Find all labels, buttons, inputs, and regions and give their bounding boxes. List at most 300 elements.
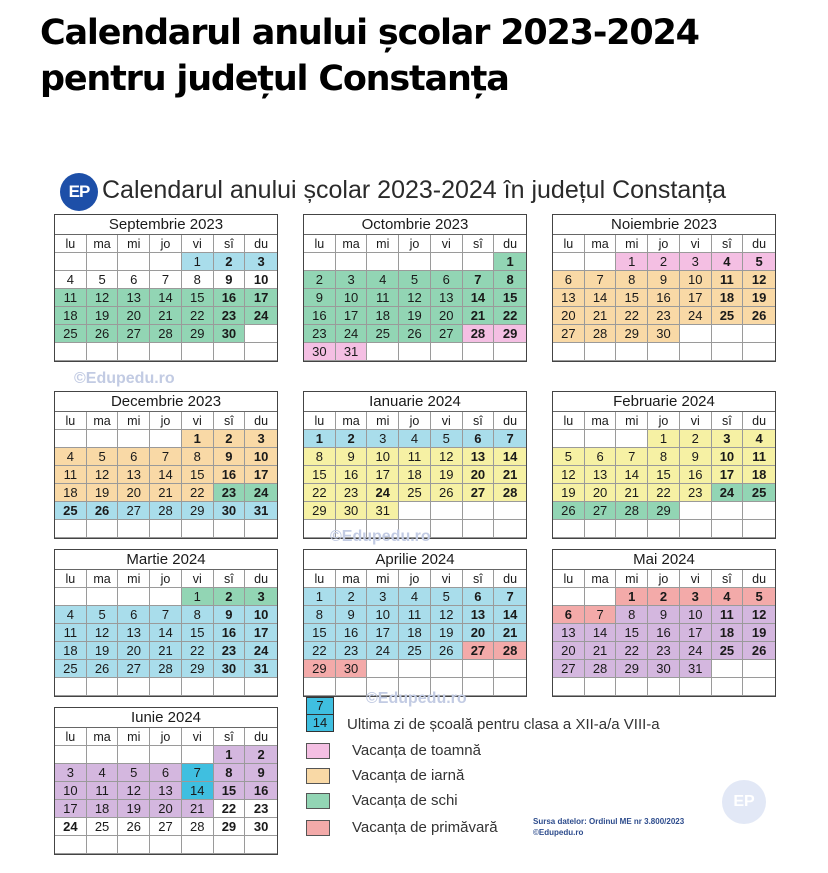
page-headline	[40, 10, 699, 102]
day-cell: 5	[431, 430, 463, 448]
month-title: Ianuarie 2024	[304, 392, 526, 412]
weekday-header: du	[743, 570, 775, 588]
day-cell: 18	[399, 624, 431, 642]
watermark-text: ©Edupedu.ro	[366, 690, 467, 707]
day-cell: 1	[182, 588, 214, 606]
day-cell: 24	[245, 484, 277, 502]
empty-cell	[431, 660, 463, 678]
weekday-header: vi	[431, 235, 463, 253]
day-cell: 10	[367, 448, 399, 466]
day-cell: 14	[182, 782, 214, 800]
weekday-header: vi	[182, 728, 214, 746]
day-cell: 15	[616, 289, 648, 307]
empty-cell	[743, 325, 775, 343]
month-title: Aprilie 2024	[304, 550, 526, 570]
day-cell: 27	[431, 325, 463, 343]
day-cell: 22	[616, 642, 648, 660]
empty-cell	[55, 836, 87, 854]
weekday-header: du	[494, 235, 526, 253]
weekday-header: sî	[463, 412, 495, 430]
empty-cell	[55, 746, 87, 764]
day-cell: 12	[431, 606, 463, 624]
legend-spring	[306, 819, 498, 836]
day-cell: 6	[150, 764, 182, 782]
weekday-header: du	[245, 235, 277, 253]
month-grid	[55, 728, 277, 854]
month-calendar	[54, 707, 278, 855]
watermark-text: ©Edupedu.ro	[74, 370, 175, 387]
day-cell: 7	[150, 448, 182, 466]
weekday-header: du	[743, 235, 775, 253]
day-cell: 5	[743, 588, 775, 606]
day-cell: 9	[648, 271, 680, 289]
month-grid	[304, 412, 526, 538]
day-cell: 4	[712, 588, 744, 606]
empty-cell	[87, 678, 119, 696]
empty-cell	[399, 343, 431, 361]
day-cell: 16	[245, 782, 277, 800]
day-cell: 17	[680, 624, 712, 642]
empty-cell	[87, 746, 119, 764]
day-cell: 13	[553, 624, 585, 642]
empty-cell	[712, 343, 744, 361]
empty-cell	[494, 343, 526, 361]
day-cell: 3	[55, 764, 87, 782]
weekday-header: ma	[336, 412, 368, 430]
day-cell: 13	[431, 289, 463, 307]
day-cell: 24	[245, 307, 277, 325]
weekday-header: ma	[87, 235, 119, 253]
day-cell: 21	[150, 484, 182, 502]
month-grid	[55, 235, 277, 361]
day-cell: 30	[214, 660, 246, 678]
day-cell: 19	[87, 307, 119, 325]
day-cell: 10	[245, 448, 277, 466]
day-cell: 6	[585, 448, 617, 466]
day-cell: 26	[743, 642, 775, 660]
day-cell: 2	[304, 271, 336, 289]
empty-cell	[463, 660, 495, 678]
weekday-header: jo	[150, 412, 182, 430]
day-cell: 29	[214, 818, 246, 836]
day-cell: 2	[648, 253, 680, 271]
day-cell: 8	[214, 764, 246, 782]
weekday-header: mi	[118, 728, 150, 746]
day-cell: 11	[367, 289, 399, 307]
day-cell: 4	[87, 764, 119, 782]
empty-cell	[712, 325, 744, 343]
day-cell: 16	[336, 466, 368, 484]
day-cell: 4	[399, 588, 431, 606]
empty-cell	[150, 253, 182, 271]
day-cell: 27	[463, 642, 495, 660]
weekday-header: sî	[214, 570, 246, 588]
day-cell: 23	[336, 484, 368, 502]
day-cell: 18	[55, 642, 87, 660]
empty-cell	[118, 588, 150, 606]
day-cell: 4	[55, 448, 87, 466]
day-cell: 26	[399, 325, 431, 343]
empty-cell	[553, 343, 585, 361]
empty-cell	[150, 678, 182, 696]
empty-cell	[712, 502, 744, 520]
day-cell: 16	[214, 624, 246, 642]
day-cell: 31	[680, 660, 712, 678]
weekday-header: mi	[616, 412, 648, 430]
day-cell: 8	[616, 271, 648, 289]
empty-cell	[214, 520, 246, 538]
day-cell: 2	[245, 746, 277, 764]
weekday-header: ma	[87, 570, 119, 588]
weekday-header: ma	[585, 570, 617, 588]
legend-ski	[306, 792, 458, 809]
day-cell: 26	[431, 642, 463, 660]
day-cell: 12	[87, 624, 119, 642]
empty-cell	[648, 678, 680, 696]
day-cell: 5	[118, 764, 150, 782]
empty-cell	[182, 746, 214, 764]
day-cell: 30	[304, 343, 336, 361]
day-cell: 2	[336, 588, 368, 606]
weekday-header: ma	[87, 728, 119, 746]
empty-cell	[712, 660, 744, 678]
empty-cell	[743, 343, 775, 361]
empty-cell	[87, 588, 119, 606]
empty-cell	[431, 520, 463, 538]
day-cell: 27	[553, 660, 585, 678]
day-cell: 9	[336, 606, 368, 624]
empty-cell	[494, 502, 526, 520]
day-cell: 29	[616, 660, 648, 678]
day-cell: 20	[118, 307, 150, 325]
day-cell: 29	[648, 502, 680, 520]
day-cell: 5	[87, 606, 119, 624]
month-grid	[55, 412, 277, 538]
day-cell: 20	[585, 484, 617, 502]
day-cell: 18	[712, 289, 744, 307]
empty-cell	[118, 678, 150, 696]
day-cell: 18	[87, 800, 119, 818]
day-cell: 8	[616, 606, 648, 624]
weekday-header: vi	[182, 412, 214, 430]
day-cell: 28	[616, 502, 648, 520]
day-cell: 6	[463, 430, 495, 448]
day-cell: 9	[214, 448, 246, 466]
day-cell: 15	[182, 466, 214, 484]
day-cell: 7	[616, 448, 648, 466]
weekday-header: sî	[214, 412, 246, 430]
weekday-header: du	[494, 570, 526, 588]
empty-cell	[680, 325, 712, 343]
day-cell: 4	[712, 253, 744, 271]
day-cell: 13	[585, 466, 617, 484]
month-title: Mai 2024	[553, 550, 775, 570]
day-cell: 2	[680, 430, 712, 448]
last-day-sample-bottom: 14	[307, 714, 333, 731]
weekday-header: jo	[648, 412, 680, 430]
day-cell: 15	[182, 289, 214, 307]
day-cell: 7	[463, 271, 495, 289]
legend-label-ski: Vacanța de schi	[352, 792, 458, 809]
day-cell: 5	[399, 271, 431, 289]
weekday-header: mi	[616, 570, 648, 588]
empty-cell	[616, 343, 648, 361]
day-cell: 10	[55, 782, 87, 800]
weekday-header: mi	[118, 412, 150, 430]
empty-cell	[87, 253, 119, 271]
legend-autumn	[306, 742, 481, 759]
month-title: Februarie 2024	[553, 392, 775, 412]
day-cell: 22	[648, 484, 680, 502]
day-cell: 1	[304, 430, 336, 448]
month-title: Decembrie 2023	[55, 392, 277, 412]
day-cell: 15	[304, 624, 336, 642]
day-cell: 25	[87, 818, 119, 836]
day-cell: 16	[214, 466, 246, 484]
day-cell: 22	[304, 484, 336, 502]
month-calendar	[552, 549, 776, 697]
day-cell: 8	[182, 271, 214, 289]
day-cell: 7	[182, 764, 214, 782]
day-cell: 22	[304, 642, 336, 660]
day-cell: 20	[118, 484, 150, 502]
day-cell: 24	[367, 484, 399, 502]
weekday-header: jo	[399, 570, 431, 588]
month-title: Iunie 2024	[55, 708, 277, 728]
day-cell: 13	[118, 289, 150, 307]
day-cell: 13	[118, 624, 150, 642]
day-cell: 17	[712, 466, 744, 484]
day-cell: 28	[494, 484, 526, 502]
empty-cell	[150, 343, 182, 361]
day-cell: 2	[214, 253, 246, 271]
day-cell: 25	[399, 484, 431, 502]
day-cell: 9	[680, 448, 712, 466]
day-cell: 11	[55, 289, 87, 307]
day-cell: 26	[87, 325, 119, 343]
day-cell: 10	[367, 606, 399, 624]
day-cell: 23	[336, 642, 368, 660]
day-cell: 2	[648, 588, 680, 606]
day-cell: 3	[245, 430, 277, 448]
empty-cell	[494, 660, 526, 678]
weekday-header: lu	[55, 570, 87, 588]
day-cell: 29	[182, 502, 214, 520]
month-title: Septembrie 2023	[55, 215, 277, 235]
day-cell: 10	[680, 271, 712, 289]
empty-cell	[245, 343, 277, 361]
empty-cell	[399, 253, 431, 271]
day-cell: 30	[648, 325, 680, 343]
day-cell: 27	[463, 484, 495, 502]
empty-cell	[585, 520, 617, 538]
day-cell: 1	[214, 746, 246, 764]
day-cell: 5	[431, 588, 463, 606]
month-grid	[553, 412, 775, 538]
month-calendar	[303, 391, 527, 539]
day-cell: 16	[214, 289, 246, 307]
day-cell: 23	[214, 484, 246, 502]
data-source	[533, 816, 684, 838]
headline-line-1: Calendarul anului școlar 2023-2024	[40, 13, 699, 53]
day-cell: 12	[399, 289, 431, 307]
day-cell: 9	[336, 448, 368, 466]
day-cell: 22	[214, 800, 246, 818]
day-cell: 28	[182, 818, 214, 836]
empty-cell	[55, 253, 87, 271]
day-cell: 19	[553, 484, 585, 502]
empty-cell	[648, 520, 680, 538]
day-cell: 25	[712, 642, 744, 660]
weekday-header: mi	[367, 570, 399, 588]
day-cell: 19	[399, 307, 431, 325]
day-cell: 14	[494, 448, 526, 466]
empty-cell	[55, 588, 87, 606]
day-cell: 18	[55, 307, 87, 325]
day-cell: 9	[304, 289, 336, 307]
day-cell: 1	[494, 253, 526, 271]
day-cell: 4	[743, 430, 775, 448]
day-cell: 21	[616, 484, 648, 502]
day-cell: 22	[182, 642, 214, 660]
weekday-header: vi	[680, 235, 712, 253]
day-cell: 3	[245, 588, 277, 606]
weekday-header: du	[245, 570, 277, 588]
day-cell: 8	[304, 448, 336, 466]
legend-winter	[306, 767, 464, 784]
empty-cell	[743, 660, 775, 678]
day-cell: 16	[304, 307, 336, 325]
empty-cell	[118, 430, 150, 448]
day-cell: 18	[743, 466, 775, 484]
empty-cell	[118, 343, 150, 361]
weekday-header: sî	[712, 412, 744, 430]
day-cell: 24	[712, 484, 744, 502]
day-cell: 15	[494, 289, 526, 307]
last-day-sample	[306, 697, 334, 732]
day-cell: 5	[87, 271, 119, 289]
day-cell: 21	[150, 642, 182, 660]
empty-cell	[87, 343, 119, 361]
weekday-header: ma	[585, 412, 617, 430]
day-cell: 22	[182, 307, 214, 325]
source-line-1: Sursa datelor: Ordinul ME nr 3.800/2023	[533, 817, 685, 826]
day-cell: 11	[55, 466, 87, 484]
day-cell: 20	[118, 642, 150, 660]
day-cell: 13	[463, 448, 495, 466]
weekday-header: vi	[680, 570, 712, 588]
day-cell: 28	[150, 502, 182, 520]
weekday-header: ma	[87, 412, 119, 430]
weekday-header: vi	[182, 570, 214, 588]
empty-cell	[463, 253, 495, 271]
day-cell: 27	[118, 502, 150, 520]
weekday-header: ma	[336, 570, 368, 588]
empty-cell	[214, 343, 246, 361]
day-cell: 8	[182, 606, 214, 624]
day-cell: 18	[399, 466, 431, 484]
day-cell: 19	[431, 624, 463, 642]
day-cell: 8	[304, 606, 336, 624]
empty-cell	[118, 520, 150, 538]
empty-cell	[553, 588, 585, 606]
day-cell: 28	[463, 325, 495, 343]
day-cell: 11	[712, 271, 744, 289]
day-cell: 7	[150, 271, 182, 289]
weekday-header: lu	[55, 412, 87, 430]
day-cell: 6	[118, 606, 150, 624]
day-cell: 12	[87, 289, 119, 307]
day-cell: 1	[304, 588, 336, 606]
month-calendar	[552, 214, 776, 362]
day-cell: 5	[87, 448, 119, 466]
day-cell: 12	[743, 271, 775, 289]
day-cell: 3	[680, 253, 712, 271]
weekday-header: sî	[214, 728, 246, 746]
day-cell: 26	[743, 307, 775, 325]
day-cell: 29	[182, 325, 214, 343]
weekday-header: lu	[55, 728, 87, 746]
day-cell: 9	[245, 764, 277, 782]
day-cell: 7	[585, 271, 617, 289]
day-cell: 17	[367, 624, 399, 642]
empty-cell	[616, 520, 648, 538]
day-cell: 1	[182, 430, 214, 448]
last-day-sample-top: 7	[307, 698, 333, 714]
empty-cell	[585, 343, 617, 361]
day-cell: 14	[150, 289, 182, 307]
day-cell: 2	[336, 430, 368, 448]
day-cell: 9	[648, 606, 680, 624]
day-cell: 3	[336, 271, 368, 289]
day-cell: 15	[304, 466, 336, 484]
day-cell: 23	[304, 325, 336, 343]
calendar-subtitle: Calendarul anului școlar 2023-2024 în județul Constanța	[102, 176, 727, 204]
empty-cell	[118, 746, 150, 764]
weekday-header: sî	[463, 570, 495, 588]
day-cell: 17	[245, 466, 277, 484]
month-calendar	[303, 549, 527, 697]
day-cell: 27	[118, 660, 150, 678]
day-cell: 20	[553, 642, 585, 660]
empty-cell	[245, 520, 277, 538]
day-cell: 20	[463, 466, 495, 484]
month-calendar	[303, 214, 527, 362]
day-cell: 12	[118, 782, 150, 800]
day-cell: 18	[55, 484, 87, 502]
day-cell: 20	[463, 624, 495, 642]
legend-label-spring: Vacanța de primăvară	[352, 819, 498, 836]
month-grid	[55, 570, 277, 696]
day-cell: 19	[87, 484, 119, 502]
day-cell: 24	[55, 818, 87, 836]
day-cell: 19	[431, 466, 463, 484]
day-cell: 11	[399, 606, 431, 624]
day-cell: 31	[336, 343, 368, 361]
day-cell: 7	[494, 430, 526, 448]
headline-line-2: pentru județul Constanța	[40, 59, 509, 99]
weekday-header: ma	[336, 235, 368, 253]
day-cell: 11	[87, 782, 119, 800]
day-cell: 15	[616, 624, 648, 642]
day-cell: 28	[585, 660, 617, 678]
day-cell: 2	[214, 430, 246, 448]
day-cell: 6	[118, 448, 150, 466]
legend-label-autumn: Vacanța de toamnă	[352, 742, 481, 759]
empty-cell	[336, 253, 368, 271]
day-cell: 20	[553, 307, 585, 325]
day-cell: 21	[182, 800, 214, 818]
